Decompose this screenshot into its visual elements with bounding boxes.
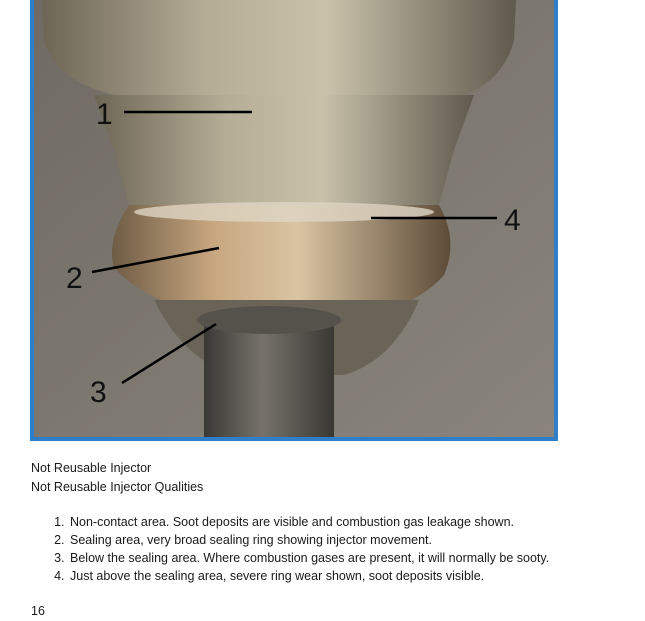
- list-item: 1. Non-contact area. Soot deposits are visible and combustion gas leakage shown.: [68, 513, 645, 531]
- figure-subtitle: Not Reusable Injector Qualities: [31, 480, 204, 494]
- callout-1: 1: [96, 98, 113, 131]
- callout-2: 2: [66, 262, 83, 295]
- callout-4: 4: [504, 204, 521, 237]
- injector-photo-frame: [30, 0, 558, 441]
- injector-photo: [34, 0, 554, 437]
- list-item: 4. Just above the sealing area, severe ring wear shown, soot deposits visible.: [68, 567, 645, 585]
- figure-title: Not Reusable Injector: [31, 461, 152, 475]
- callout-3: 3: [90, 376, 107, 409]
- list-item: 3. Below the sealing area. Where combustion gases are present, it will normally be sooty.: [68, 549, 645, 567]
- page-number: 16: [31, 604, 45, 618]
- qualities-list: [31, 513, 645, 585]
- list-item: 2. Sealing area, very broad sealing ring showing injector movement.: [68, 531, 645, 549]
